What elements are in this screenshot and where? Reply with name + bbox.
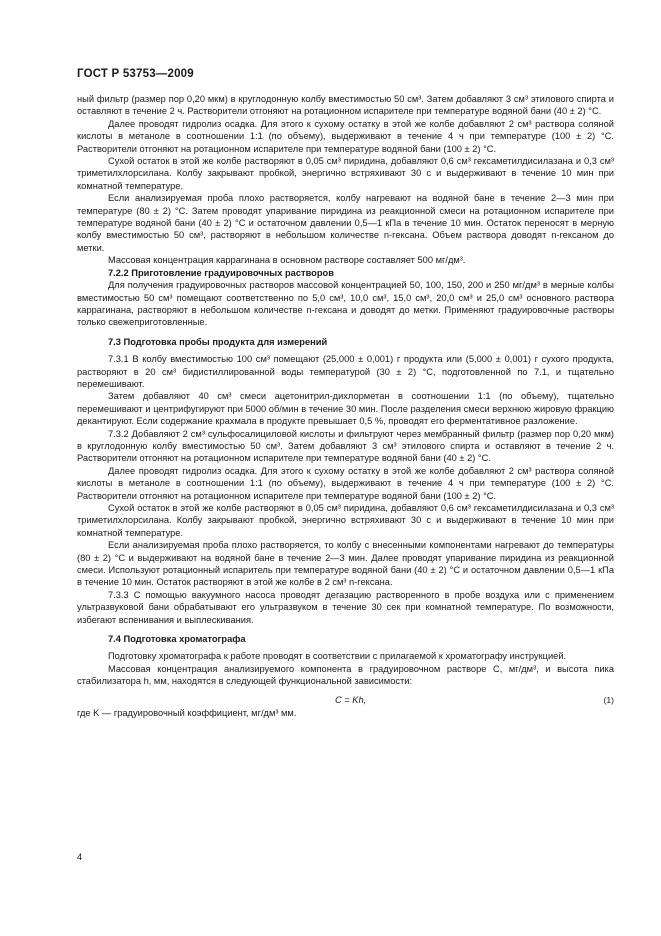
document-body [77,93,614,719]
paragraph: Массовая концентрация каррагинана в основном растворе составляет 500 мг/дм³. [108,255,466,266]
section-heading-7-4: 7.4 Подготовка хроматографа [108,634,246,645]
paragraph: ный фильтр (размер пор 0,20 мкм) в круглодонную колбу вместимостью 50 см³. Затем добавляют 3 см³ этилового спирта и оставляют в течение 2 ч. Растворители отгоняют на ротационном испарителе при температуре водяной бани (40 ± 2) °С. [77,94,614,117]
paragraph: Далее проводят гидролиз осадка. Для этого к сухому остатку в этой же колбе добавляют 2 см³ раствора соляной кислоты в метаноле в соотношении 1:1 (по объему), выдерживают в течение 4 ч при температуре (100 ± 2) °С. Растворители отгоняют на ротационном испарителе при температуре водяной бани (100 ± 2) °С. [77,118,614,154]
paragraph: Если анализируемая проба плохо растворяется, колбу нагревают на водяной бане в течение 2—3 мин при температуре (80 ± 2) °С. Затем проводят упаривание пиридина из реакционной смеси на ротационном испарителе при температуре водяной бани (40 ± 2) °С и остаточном давлении 0,5—1 кПа в течение 10 мин. Остаток переносят в мерную колбу вместимостью 50 см³, растворяют в небольшом количестве n-гексана. Объем раствора доводят n-гексаном до метки. [77,193,614,253]
paragraph: Массовая концентрация анализируемого компонента в градуировочном растворе С, мг/дм³, и высота пика стабилизатора h, мм, находятся в следующей функциональной зависимости: [77,663,614,687]
formula-expression: C = Kh, [335,694,367,705]
paragraph: 7.3.1 В колбу вместимостью 100 см³ помещают (25,000 ± 0,001) г продукта или (5,000 ± 0,001) г сухого продукта, растворяют в 20 см³ бидистиллированной воды температурой (30 ± 2) °С, подготовленной по 7.1, и тщательно перемешивают. [77,354,614,389]
section-heading-7-2-2: 7.2.2 Приготовление градуировочных растворов [108,267,334,278]
formula-1 [77,692,614,707]
paragraph: Подготовку хроматографа к работе проводят в соответствии с прилагаемой к хроматографу инструкцией. [108,651,567,662]
paragraph: Сухой остаток в этой же колбе растворяют в 0,05 см³ пиридина, добавляют 0,6 см³ гексаметилдисилазана и 0,3 см³ триметилхлорсилана. Колбу закрывают пробкой, энергично встряхивают 30 с и выдерживают в течение 10 мин при комнатной температуре. [77,156,614,191]
paragraph: Для получения градуировочных растворов массовой концентрацией 50, 100, 150, 200 и 250 мг/дм³ в мерные колбы вместимостью 50 см³ помещают соответственно по 5,0 см³, 10,0 см³, 15,0 см³, 20,0 см³ и 25,0 см³ основного раствора каррагинана, растворяют в небольшом количестве n-гексана и доводят до метки. Применяют градуировочные растворы только свежеприготовленные. [77,280,614,328]
paragraph: Далее проводят гидролиз осадка. Для этого к сухому остатку в этой же колбе добавляют 2 см³ раствора соляной кислоты в метаноле в соотношении 1:1 (по объему), выдерживают в течение 4 ч при температуре (100 ± 2) °С. Растворители отгоняют на ротационном испарителе при температуре водяной бани (100 ± 2) °С. [77,465,614,501]
paragraph: Затем добавляют 40 см³ смеси ацетонитрил-дихлорметан в соотношении 1:1 (по объему), тщательно перемешивают и центрифугируют при 5000 об/мин в течение 30 мин. После разделения смеси верхнюю жировую фракцию декантируют. Если содержание крахмала в продукте превышает 0,5 %, проводят его ферментативное разложение. [77,391,614,427]
paragraph: 7.3.2 Добавляют 2 см³ сульфосалициловой кислоты и фильтруют через мембранный фильтр (размер пор 0,20 мкм) в круглодонную колбу вместимостью 50 см³. Затем добавляют 3 см³ этилового спирта и оставляют в течение 2 ч. Растворители отгоняют на ротационном испарителе при температуре водяной бани (40 ± 2) °С. [77,428,614,464]
formula-number: (1) [603,694,614,705]
section-heading-7-3: 7.3 Подготовка пробы продукта для измерений [108,336,328,347]
formula-where-clause: где K — градуировочный коэффициент, мг/дм³ мм. [77,707,297,718]
standard-header: ГОСТ Р 53753—2009 [77,68,194,80]
paragraph: 7.3.3 С помощью вакуумного насоса проводят дегазацию растворенного в пробе воздуха или с применением ультразвуковой бани обрабатывают его ультразвуком в течение 30 сек при комнатной температуре. По возможности, избегают вспенивания и выплескивания. [77,589,614,625]
paragraph: Сухой остаток в этой же колбе растворяют в 0,05 см³ пиридина, добавляют 0,6 см³ гексаметилдисилазана и 0,3 см³ триметилхлорсилана. Колбу закрывают пробкой, энергично встряхивают 30 с и выдерживают в течение 10 мин при комнатной температуре. [77,503,614,538]
paragraph: Если анализируемая проба плохо растворяется, то колбу с внесенными компонентами нагревают до температуры (80 ± 2) °С и выдерживают на водяной бане в течение 2—3 мин. Далее проводят упаривание пиридина из реакционной смеси. Используют ротационный испаритель при температуре водяной бани (40 ± 2) °С и остаточном давлении 0,5—1 кПа в течение 10 мин. Остаток растворяют в этой же колбе в 2 см³ n-гексана. [77,540,614,588]
page-number: 4 [77,852,83,862]
